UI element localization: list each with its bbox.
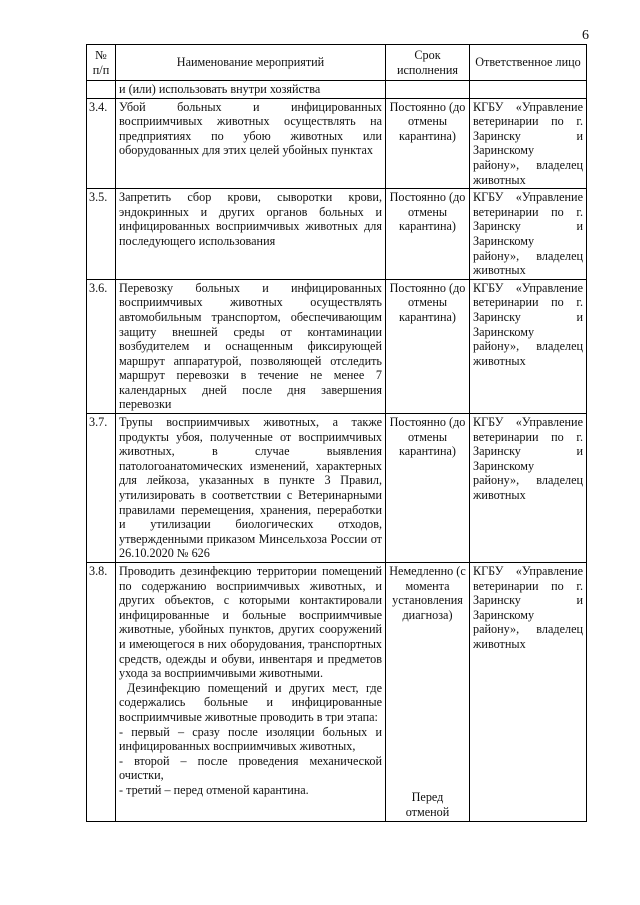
deadline-immediate: Немедленно (с момента установления диагноза) [389,564,466,622]
row-deadline: Постоянно (до отмены карантина) [386,414,470,563]
row-measure-text [116,563,386,822]
table-row [87,279,587,413]
row-responsible: КГБУ «Управление ветеринарии по г. Заринску и Заринскому району», владелец животных [470,98,587,189]
row-responsible: КГБУ «Управление ветеринарии по г. Заринску и Заринскому району», владелец животных [470,279,587,413]
deadline-before-cancel: Перед отменой [405,790,450,819]
continuation-text: и (или) использовать внутри хозяйства [116,81,386,99]
table-row [87,189,587,280]
table-row [87,414,587,563]
row-measure-text: Перевозку больных и инфицированных восприимчивых животных осуществлять автомобильным транспортом, обеспечивающим защиту внешней среды от контаминации возбудителем и оснащенным фиксирующей маршрут аппаратурой, позволяющей отследить маршрут перевозки в течение не менее 7 календарных дней после дня завершения перевозки [116,279,386,413]
disinfection-stages-intro: Дезинфекцию помещений и других мест, где содержались больные и инфицированные восприимчивые животные проводить в три этапа: [119,680,382,724]
measures-table [86,44,587,822]
stage-2-text: - второй – после проведения механической очистки, [119,753,382,783]
page-number: 6 [582,28,589,43]
row-number: 3.7. [87,414,116,563]
table-row-continuation [87,81,587,99]
stage-1-text: - первый – сразу после изоляции больных и инфицированных восприимчивых животных, [119,724,382,754]
header-responsible: Ответственное лицо [470,45,587,81]
table-row [87,98,587,189]
row-measure-text: Запретить сбор крови, сыворотки крови, эндокринных и других органов больных и инфицированных восприимчивых животных для последующего использования [116,189,386,280]
stage-3-text: - третий – перед отменой карантина. [119,782,309,797]
row-number: 3.5. [87,189,116,280]
disinfection-main-text: Проводить дезинфекцию территории помещений по содержанию восприимчивых животных, и других объектов, с которыми контактировали инфицированные и больные восприимчивые животные, убойных пунктов, других сооружений и имеющегося в них оборудования, транспортных средств, одежды и обуви, инвентаря и предметов ухода за восприимчивыми животными. [119,564,382,681]
row-responsible: КГБУ «Управление ветеринарии по г. Заринску и Заринскому району», владелец животных [470,414,587,563]
row-number: 3.6. [87,279,116,413]
table-row [87,563,587,822]
row-deadline [386,563,470,822]
row-responsible: КГБУ «Управление ветеринарии по г. Заринску и Заринскому району», владелец животных [470,563,587,822]
row-deadline: Постоянно (до отмены карантина) [386,189,470,280]
row-deadline: Постоянно (до отмены карантина) [386,98,470,189]
row-number: 3.4. [87,98,116,189]
row-number: 3.8. [87,563,116,822]
row-measure-text: Трупы восприимчивых животных, а также продукты убоя, полученные от восприимчивых животных, в случае выявления патологоанатомических изменений, характерных для лейкоза, указанных в пункте 3 Правил, утилизировать в соответствии с Ветеринарными правилами перемещения, хранения, переработки и утилизации биологических отходов, утвержденными приказом Минсельхоза России от 26.10.2020 № 626 [116,414,386,563]
header-name: Наименование мероприятий [116,45,386,81]
header-num: № п/п [87,45,116,81]
header-deadline: Срок исполнения [386,45,470,81]
row-deadline: Постоянно (до отмены карантина) [386,279,470,413]
row-responsible: КГБУ «Управление ветеринарии по г. Заринску и Заринскому району», владелец животных [470,189,587,280]
row-measure-text: Убой больных и инфицированных восприимчивых животных осуществлять на предприятиях по убою животных или оборудованных для этих целей убойных пунктах [116,98,386,189]
table-header-row [87,45,587,81]
